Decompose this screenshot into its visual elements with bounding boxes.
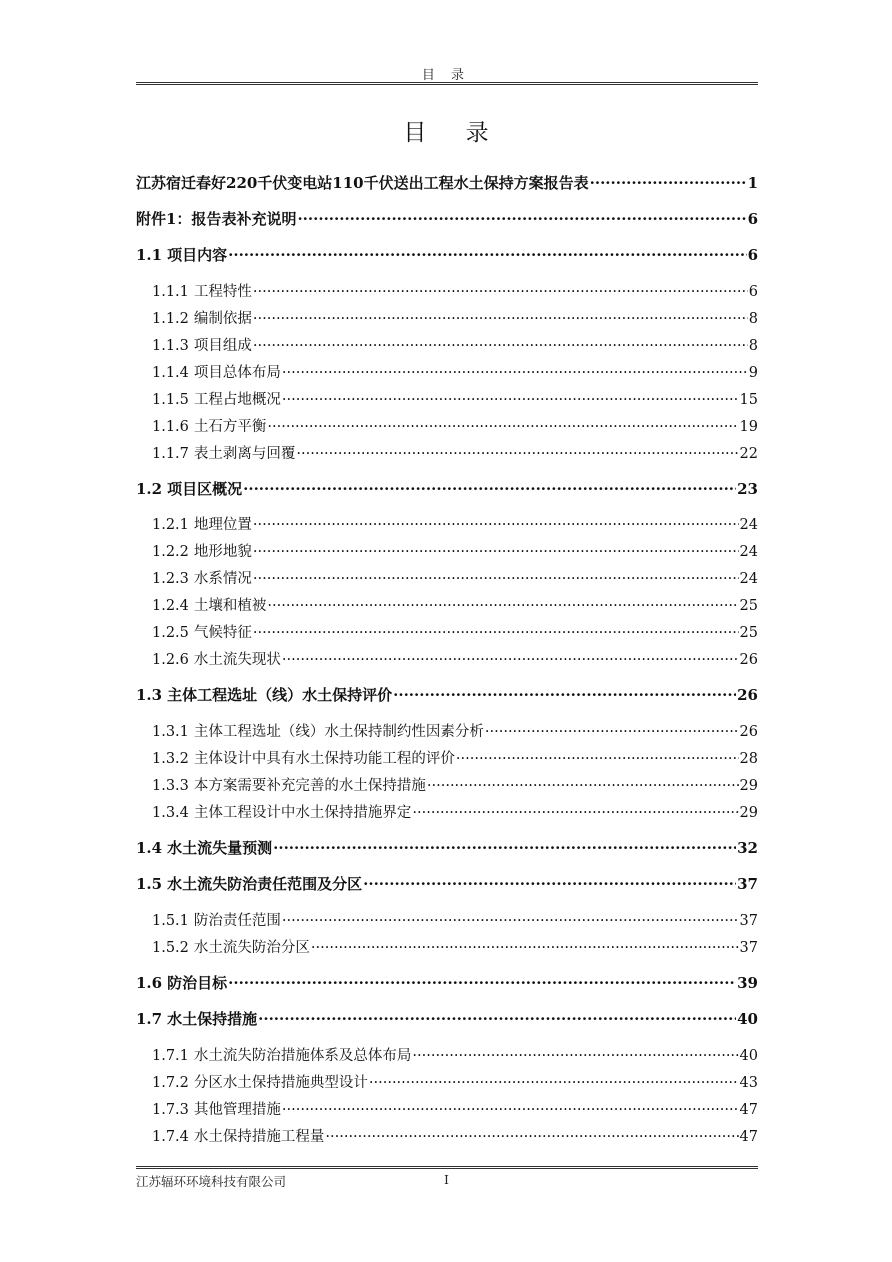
toc-entry-title: 水土流失量预测 xyxy=(167,839,273,857)
toc-entry-title: 主体工程选址（线）水土保持制约性因素分析 xyxy=(193,724,484,740)
running-header: 目 录 xyxy=(421,68,471,83)
toc-entry-title: 防治目标 xyxy=(167,974,228,992)
toc-leader-dots xyxy=(228,973,736,988)
toc-entry-page: 1 xyxy=(747,174,758,192)
toc-entry-number: 1.2.1 xyxy=(152,517,189,533)
toc-entry[interactable] xyxy=(136,334,758,355)
toc-entry-number: 1.1.7 xyxy=(152,446,189,462)
toc-entry[interactable] xyxy=(136,1044,758,1065)
toc-leader-dots xyxy=(253,336,748,351)
toc-leader-dots xyxy=(282,1100,739,1115)
toc-entry-title: 主体工程设计中水土保持措施界定 xyxy=(193,805,412,821)
toc-entry-page: 47 xyxy=(739,1102,758,1118)
toc-entry-page: 47 xyxy=(739,1129,758,1145)
toc-entry-title: 土壤和植被 xyxy=(193,598,267,614)
toc-entry-title: 水土流失防治责任范围及分区 xyxy=(167,875,363,893)
toc-entry-page: 29 xyxy=(739,805,758,821)
toc-entry[interactable] xyxy=(136,208,758,229)
toc-entry[interactable] xyxy=(136,388,758,409)
toc-entry-number: 1.1.2 xyxy=(152,311,189,327)
toc-entry-page: 25 xyxy=(739,598,758,614)
toc-entry[interactable] xyxy=(136,720,758,741)
toc-entry-page: 6 xyxy=(747,210,758,228)
toc-entry[interactable] xyxy=(136,513,758,534)
toc-entry[interactable] xyxy=(136,972,758,993)
toc-entry[interactable] xyxy=(136,478,758,499)
toc-entry-title: 表土剥离与回覆 xyxy=(193,446,296,462)
toc-entry-title: 项目总体布局 xyxy=(193,365,281,381)
toc-entry-number: 1.1.1 xyxy=(152,284,189,300)
toc-leader-dots xyxy=(393,685,736,700)
toc-entry-page: 26 xyxy=(739,724,758,740)
toc-leader-dots xyxy=(258,1009,736,1024)
toc-entry-page: 6 xyxy=(748,284,758,300)
toc-leader-dots xyxy=(485,722,739,737)
toc-entry-page: 8 xyxy=(748,338,758,354)
toc-entry-number: 1.5.1 xyxy=(152,913,189,929)
toc-entry-number: 1.6 xyxy=(136,974,163,992)
toc-entry-page: 40 xyxy=(739,1048,758,1064)
toc-entry-page: 39 xyxy=(737,974,758,992)
toc-leader-dots xyxy=(282,363,748,378)
toc-entry-page: 6 xyxy=(747,246,758,264)
toc-entry-page: 32 xyxy=(737,839,758,857)
toc-leader-dots xyxy=(243,479,736,494)
toc-entry-title: 水土流失现状 xyxy=(193,652,281,668)
toc-leader-dots xyxy=(253,542,739,557)
toc-entry-title: 地形地貌 xyxy=(193,544,252,560)
toc-leader-dots xyxy=(228,245,746,260)
toc-entry-title: 防治责任范围 xyxy=(193,913,281,929)
toc-entry-number: 1.3 xyxy=(136,686,163,704)
toc-entry-number: 1.5.2 xyxy=(152,940,189,956)
toc-entry[interactable] xyxy=(136,684,758,705)
toc-entry-number: 1.2.3 xyxy=(152,571,189,587)
toc-entry-number: 1.3.3 xyxy=(152,778,189,794)
toc-entry-page: 28 xyxy=(739,751,758,767)
toc-entry-page: 9 xyxy=(748,365,758,381)
toc-entry[interactable] xyxy=(136,801,758,822)
toc-leader-dots xyxy=(311,938,739,953)
toc-leader-dots xyxy=(369,1073,739,1088)
toc-entry-page: 24 xyxy=(739,571,758,587)
toc-entry-page: 8 xyxy=(748,311,758,327)
toc-entry-number: 1.3.4 xyxy=(152,805,189,821)
toc-entry-number: 1.1.5 xyxy=(152,392,189,408)
toc-entry-page: 24 xyxy=(739,544,758,560)
toc-entry-title: 主体设计中具有水土保持功能工程的评价 xyxy=(193,751,455,767)
toc-leader-dots xyxy=(456,749,739,764)
toc-entry-number: 1.1.6 xyxy=(152,419,189,435)
toc-entry-title: 地理位置 xyxy=(193,517,252,533)
toc-entry-title: 水土流失防治分区 xyxy=(193,940,310,956)
toc-entry[interactable] xyxy=(136,594,758,615)
toc-entry-page: 25 xyxy=(739,625,758,641)
toc-entry-page: 37 xyxy=(737,875,758,893)
toc-entry-title: 附件1：报告表补充说明 xyxy=(136,210,297,228)
toc-leader-dots xyxy=(590,173,747,188)
toc-entry[interactable] xyxy=(136,747,758,768)
toc-entry-page: 26 xyxy=(737,686,758,704)
toc-entry-page: 19 xyxy=(739,419,758,435)
toc-leader-dots xyxy=(296,444,738,459)
toc-entry-title: 水系情况 xyxy=(193,571,252,587)
toc-entry-title: 土石方平衡 xyxy=(193,419,267,435)
toc-entry-title: 气候特征 xyxy=(193,625,252,641)
toc-entry-title: 水土保持措施 xyxy=(167,1010,258,1028)
toc-entry-title: 水土流失防治措施体系及总体布局 xyxy=(193,1048,412,1064)
toc-entry[interactable] xyxy=(136,361,758,382)
toc-entry[interactable] xyxy=(136,1125,758,1146)
toc-leader-dots xyxy=(282,650,739,665)
header-rule xyxy=(136,82,758,85)
toc-entry-number: 1.7.3 xyxy=(152,1102,189,1118)
toc-entry-page: 37 xyxy=(739,940,758,956)
toc-entry-page: 24 xyxy=(739,517,758,533)
footer-page-number: I xyxy=(444,1172,449,1187)
toc-entry-page: 40 xyxy=(737,1010,758,1028)
toc-entry-number: 1.7.2 xyxy=(152,1075,189,1091)
toc-entry[interactable] xyxy=(136,280,758,301)
toc-entry[interactable] xyxy=(136,540,758,561)
toc-entry[interactable] xyxy=(136,648,758,669)
toc-entry-page: 29 xyxy=(739,778,758,794)
toc-leader-dots xyxy=(363,874,736,889)
toc-entry-number: 1.2.5 xyxy=(152,625,189,641)
toc-entry[interactable] xyxy=(136,172,758,193)
toc-leader-dots xyxy=(267,596,738,611)
toc-entry-title: 项目组成 xyxy=(193,338,252,354)
toc-entry[interactable] xyxy=(136,244,758,265)
toc-entry-page: 37 xyxy=(739,913,758,929)
toc-entry[interactable] xyxy=(136,873,758,894)
footer-rule xyxy=(136,1166,758,1169)
toc-leader-dots xyxy=(427,776,739,791)
toc-entry-title: 水土保持措施工程量 xyxy=(193,1129,325,1145)
toc-entry-number: 1.1.3 xyxy=(152,338,189,354)
toc-entry-page: 22 xyxy=(739,446,758,462)
toc-entry[interactable] xyxy=(136,307,758,328)
toc-entry-title: 项目区概况 xyxy=(167,480,243,498)
toc-entry-number: 1.3.2 xyxy=(152,751,189,767)
toc-entry-title: 主体工程选址（线）水土保持评价 xyxy=(167,686,393,704)
toc-leader-dots xyxy=(412,1046,738,1061)
toc-entry[interactable] xyxy=(136,1098,758,1119)
toc-entry[interactable] xyxy=(136,567,758,588)
toc-leader-dots xyxy=(253,309,748,324)
toc-entry-number: 1.7 xyxy=(136,1010,163,1028)
toc-entry-title: 其他管理措施 xyxy=(193,1102,281,1118)
toc-entry[interactable] xyxy=(136,621,758,642)
toc-entry[interactable] xyxy=(136,442,758,463)
toc-leader-dots xyxy=(297,209,746,224)
toc-leader-dots xyxy=(325,1127,738,1142)
toc-leader-dots xyxy=(282,390,739,405)
toc-entry-number: 1.5 xyxy=(136,875,163,893)
toc-entry-title: 江苏宿迁春好220千伏变电站110千伏送出工程水土保持方案报告表 xyxy=(136,174,589,192)
toc-entry-number: 1.7.1 xyxy=(152,1048,189,1064)
toc-entry-number: 1.1 xyxy=(136,246,163,264)
footer-company: 江苏辐环环境科技有限公司 xyxy=(136,1174,287,1189)
toc-leader-dots xyxy=(282,911,739,926)
toc-leader-dots xyxy=(253,515,739,530)
toc-leader-dots xyxy=(273,838,736,853)
toc-entry-number: 1.7.4 xyxy=(152,1129,189,1145)
page-title: 目 录 xyxy=(403,120,505,146)
toc-entry-title: 工程特性 xyxy=(193,284,252,300)
toc-entry-number: 1.4 xyxy=(136,839,163,857)
toc-leader-dots xyxy=(253,282,748,297)
toc-leader-dots xyxy=(412,803,738,818)
toc-entry[interactable] xyxy=(136,1008,758,1029)
toc-entry[interactable] xyxy=(136,1071,758,1092)
toc-entry[interactable] xyxy=(136,837,758,858)
toc-entry-number: 1.2 xyxy=(136,480,163,498)
toc-leader-dots xyxy=(267,417,738,432)
toc-entry[interactable] xyxy=(136,936,758,957)
toc-entry-title: 编制依据 xyxy=(193,311,252,327)
toc-entry-page: 26 xyxy=(739,652,758,668)
toc-entry-number: 1.2.6 xyxy=(152,652,189,668)
toc-entry-title: 本方案需要补充完善的水土保持措施 xyxy=(193,778,426,794)
toc-entry-title: 工程占地概况 xyxy=(193,392,281,408)
toc-entry-page: 15 xyxy=(739,392,758,408)
toc-entry-number: 1.1.4 xyxy=(152,365,189,381)
toc-entry-page: 23 xyxy=(737,480,758,498)
toc-entry[interactable] xyxy=(136,415,758,436)
toc-leader-dots xyxy=(253,623,739,638)
toc-entry-number: 1.2.2 xyxy=(152,544,189,560)
toc-leader-dots xyxy=(253,569,739,584)
toc-entry-number: 1.2.4 xyxy=(152,598,189,614)
toc-entry-page: 43 xyxy=(739,1075,758,1091)
toc-entry-number: 1.3.1 xyxy=(152,724,189,740)
toc-entry-title: 分区水土保持措施典型设计 xyxy=(193,1075,368,1091)
toc-entry[interactable] xyxy=(136,774,758,795)
toc-entry-title: 项目内容 xyxy=(167,246,228,264)
toc-entry[interactable] xyxy=(136,909,758,930)
